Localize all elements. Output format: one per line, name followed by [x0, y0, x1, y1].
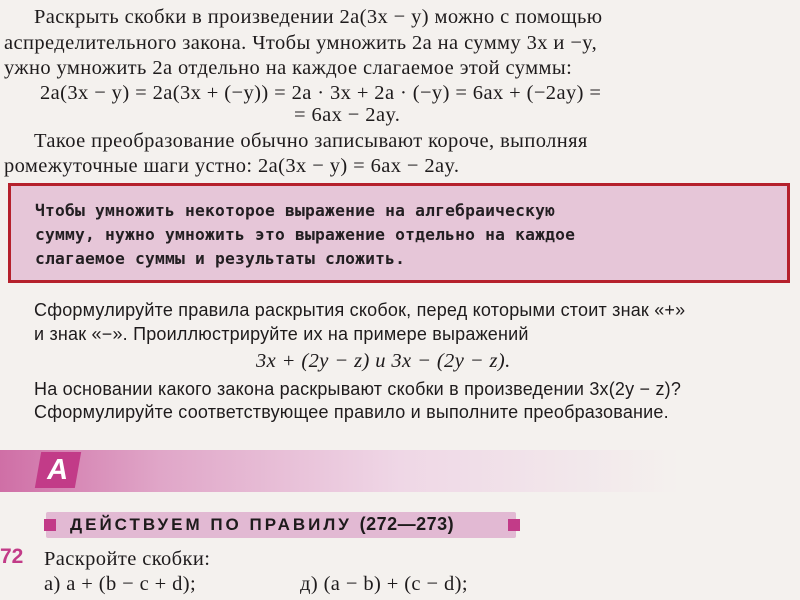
section-band [0, 450, 800, 492]
question-expressions: 3x + (2y − z) и 3x − (2y − z). [256, 350, 511, 372]
rule-line-3: слагаемое суммы и результаты сложить. [35, 249, 406, 268]
equation-line-2: = 6ax − 2ay. [294, 104, 401, 126]
intro-line-3: ужно умножить 2a отдельно на каждое слагаемое этой суммы: [4, 57, 573, 79]
question-line-2: и знак «−». Проиллюстрируйте их на примере выражений [34, 324, 529, 344]
question-line-5: Сформулируйте соответствующее правило и выполните преобразование. [34, 402, 669, 422]
tab-marker-left [44, 519, 56, 531]
exercise-number: 72 [0, 545, 24, 568]
tab-marker-right [508, 519, 520, 531]
intro-line-1: Раскрыть скобки в произведении 2a(3x − y) можно с помощью [34, 6, 603, 28]
section-range: (272—273) [359, 514, 455, 534]
rule-line-1: Чтобы умножить некоторое выражение на алгебраическую [35, 201, 556, 220]
section-badge: А [35, 452, 81, 488]
shortform-line-1: Такое преобразование обычно записывают короче, выполняя [34, 130, 588, 152]
intro-line-2: аспределительного закона. Чтобы умножить 2a на сумму 3x и −y, [4, 32, 598, 54]
rule-line-2: сумму, нужно умножить это выражение отдельно на каждое [35, 225, 576, 244]
exercise-item-d: д) (a − b) + (c − d); [300, 573, 468, 595]
question-line-4: На основании какого закона раскрывают скобки в произведении 3x(2y − z)? [34, 379, 682, 399]
question-line-1: Сформулируйте правила раскрытия скобок, перед которыми стоит знак «+» [34, 300, 686, 320]
rule-box [8, 183, 790, 283]
shortform-line-2: ромежуточные шаги устно: 2a(3x − y) = 6ax − 2ay. [4, 155, 460, 177]
equation-line-1: 2a(3x − y) = 2a(3x + (−y)) = 2a · 3x + 2a · (−y) = 6ax + (−2ay) = [40, 82, 602, 104]
exercise-prompt: Раскройте скобки: [44, 548, 211, 570]
exercise-item-a: а) a + (b − c + d); [44, 573, 197, 595]
section-title-text: ДЕЙСТВУЕМ ПО ПРАВИЛУ [70, 515, 352, 534]
section-title [70, 514, 454, 535]
